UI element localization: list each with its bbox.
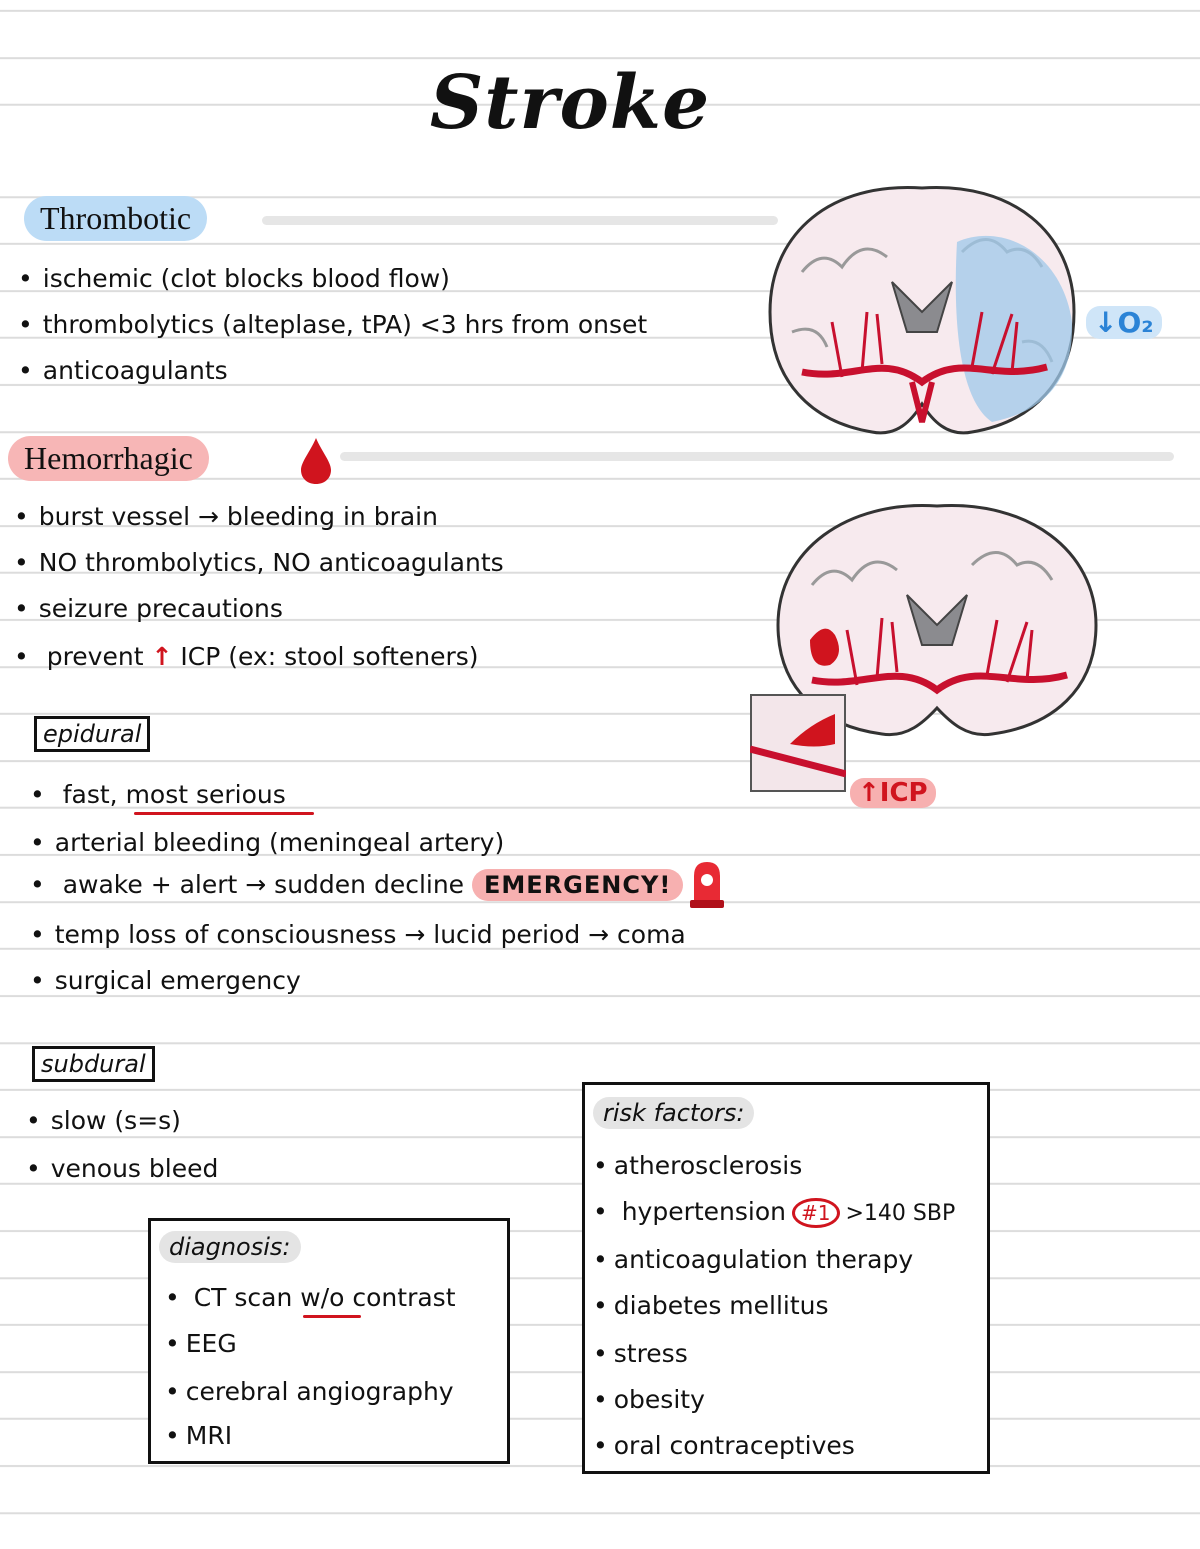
risk-factor-item-hypertension bbox=[593, 1197, 955, 1228]
risk-factor-item: • atherosclerosis bbox=[593, 1151, 802, 1180]
fast-text: fast, bbox=[62, 780, 118, 809]
thrombotic-bullet: • anticoagulants bbox=[18, 356, 228, 386]
most-serious-text: most serious bbox=[125, 780, 286, 809]
epidural-bullet-fast bbox=[30, 780, 286, 810]
hemorrhagic-heading: Hemorrhagic bbox=[8, 436, 209, 481]
epidural-bullet: • arterial bleeding (meningeal artery) bbox=[30, 828, 504, 858]
without-text: w/o bbox=[300, 1283, 345, 1312]
awake-text: awake + alert → sudden decline bbox=[62, 870, 465, 899]
epidural-inset-illustration bbox=[750, 694, 846, 794]
page-title: Stroke bbox=[429, 60, 711, 146]
risk-factor-item: • anticoagulation therapy bbox=[593, 1245, 913, 1274]
diagnosis-item: • MRI bbox=[165, 1421, 232, 1450]
thrombotic-bullet: • ischemic (clot blocks blood flow) bbox=[18, 264, 450, 294]
risk-factors-heading: risk factors: bbox=[593, 1097, 754, 1129]
risk-factors-box bbox=[582, 1082, 990, 1474]
ct-scan-text: CT scan bbox=[193, 1283, 293, 1312]
epidural-tag: epidural bbox=[34, 716, 150, 752]
epidural-bullet-awake bbox=[30, 870, 683, 900]
diagnosis-box bbox=[148, 1218, 510, 1464]
subdural-tag: subdural bbox=[32, 1046, 155, 1082]
hypertension-text: hypertension bbox=[621, 1197, 787, 1226]
diagnosis-item: • EEG bbox=[165, 1329, 237, 1358]
icp-text: ICP (ex: stool softeners) bbox=[180, 642, 479, 671]
rank-badge: #1 bbox=[792, 1198, 839, 1228]
most-serious-underline bbox=[134, 812, 314, 815]
decreased-o2-label: ↓O₂ bbox=[1086, 306, 1162, 339]
sbp-note: >140 SBP bbox=[845, 1201, 956, 1226]
diagnosis-heading: diagnosis: bbox=[159, 1231, 301, 1263]
risk-factor-item: • stress bbox=[593, 1339, 688, 1368]
contrast-text: contrast bbox=[352, 1283, 456, 1312]
hemorrhagic-bullet: • NO thrombolytics, NO anticoagulants bbox=[14, 548, 504, 578]
diagnosis-item-ct bbox=[165, 1283, 456, 1312]
hemorrhagic-bullet: • burst vessel → bleeding in brain bbox=[14, 502, 438, 532]
blood-drop-icon bbox=[298, 436, 334, 486]
risk-factor-item: • obesity bbox=[593, 1385, 705, 1414]
hemorrhagic-bullet-icp bbox=[14, 642, 479, 672]
subdural-bullet: • venous bleed bbox=[26, 1154, 218, 1184]
wo-underline bbox=[303, 1315, 361, 1318]
thrombotic-divider bbox=[262, 216, 778, 225]
hemorrhagic-bullet: • seizure precautions bbox=[14, 594, 283, 624]
emergency-badge: EMERGENCY! bbox=[472, 869, 683, 901]
siren-icon bbox=[686, 858, 728, 910]
epidural-bullet: • temp loss of consciousness → lucid period → coma bbox=[30, 920, 686, 950]
brain-ischemic-illustration bbox=[762, 182, 1082, 440]
thrombotic-heading: Thrombotic bbox=[24, 196, 207, 241]
hemorrhagic-divider bbox=[340, 452, 1174, 461]
prevent-text: prevent bbox=[46, 642, 144, 671]
epidural-bullet: • surgical emergency bbox=[30, 966, 301, 996]
subdural-bullet: • slow (s=s) bbox=[26, 1106, 181, 1136]
increase-arrow-icon: ↑ bbox=[151, 642, 173, 671]
thrombotic-bullet: • thrombolytics (alteplase, tPA) <3 hrs from onset bbox=[18, 310, 647, 340]
risk-factor-item: • diabetes mellitus bbox=[593, 1291, 829, 1320]
risk-factor-item: • oral contraceptives bbox=[593, 1431, 855, 1460]
increased-icp-label: ↑ICP bbox=[850, 778, 936, 808]
diagnosis-item: • cerebral angiography bbox=[165, 1377, 454, 1406]
